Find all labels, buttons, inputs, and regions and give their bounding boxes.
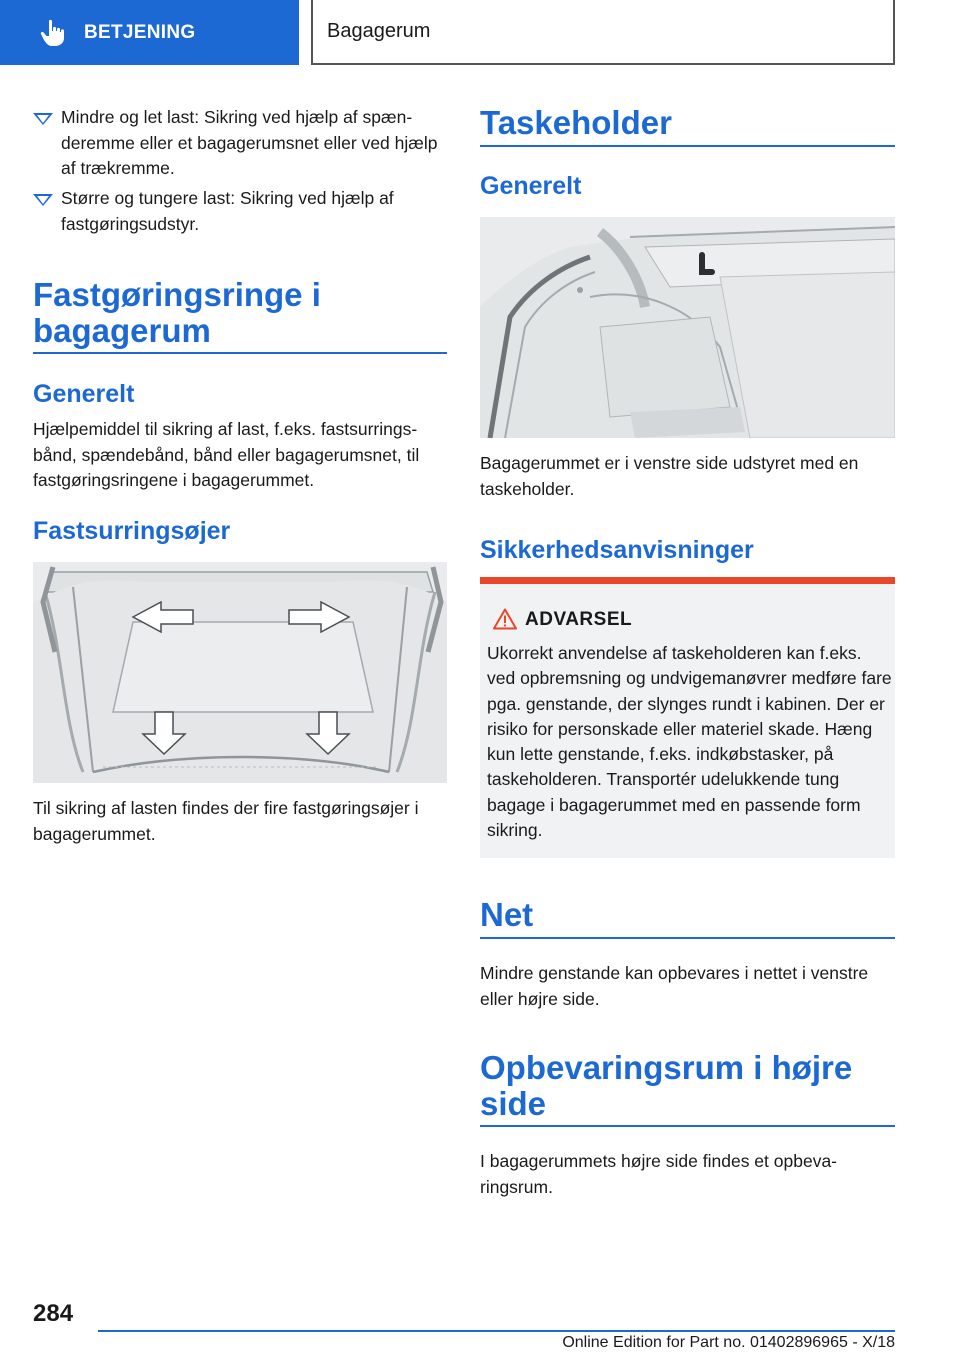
heading-rule [33,352,447,354]
heading-net: Net [480,896,534,933]
subheading-eyes: Fastsurringsøjer [33,517,231,545]
heading-bag-holder: Taskeholder [480,104,672,141]
bullet-item [33,186,447,237]
warning-title: ADVARSEL [525,609,633,630]
subheading-general-right: Generelt [480,172,582,200]
storage-text: I bagagerummets højre side findes et opbevaringsrum. [480,1151,837,1197]
bag-holder-illustration [480,217,895,438]
chapter-tab[interactable] [0,0,299,65]
heading-rule [480,145,895,147]
bag-holder-text: Bagagerummet er i venstre side udstyret med en taskeholder. [480,453,859,499]
triangle-bullet-icon [33,113,53,125]
bullet-item [33,105,447,182]
warning-text: Ukorrekt anvendelse af taskeholderen kan f.eks. ved opbremsning og undvigemanøvrer medføre fare pga. genstande, der slynges rundt i kabinen. Der er risiko for personskade eller materiel skade. Hæng kun lette genstande, f.eks. indkøbstasker, på taskeholderen. Transportér udelukkende tung bagage i bagagerummet med en passende form sikring. [487,643,892,841]
warning-triangle-icon [493,608,517,630]
chapter-tab-label: BETJENING [84,21,196,43]
heading-storage: Opbevaringsrum i højre side [480,1049,853,1122]
net-text: Mindre genstande kan opbevares i nettet i venstre eller højre side. [480,963,869,1009]
heading-rule [480,1125,895,1127]
bullet-text: Mindre og let last: Sikring ved hjælp af spænderemme eller et bagagerumsnet eller ved hjælp af trækremme. [61,107,438,178]
section-title: Bagagerum [327,20,431,42]
warning-box [480,577,895,858]
subheading-general-left: Generelt [33,380,135,408]
general-text-left: Hjælpemiddel til sikring af last, f.eks. fastsurringsbånd, spændebånd, bånd eller bagagerumsnet, til fastgøringsringene i bagagerummet. [33,419,420,490]
section-header [311,0,895,65]
footer-rule [98,1330,895,1332]
triangle-bullet-icon [33,194,53,206]
page-number: 284 [33,1300,74,1327]
hand-pointer-icon [40,19,66,47]
footer-edition: Online Edition for Part no. 01402896965 - X/18 [562,1334,895,1351]
bullet-text: Større og tungere last: Sikring ved hjælp af fastgøringsudstyr. [61,188,394,234]
heading-rings: Fastgøringsringe i bagagerum [33,276,321,349]
eyes-text: Til sikring af lasten findes der fire fastgøringsøjer i bagagerummet. [33,798,419,844]
subheading-safety: Sikkerhedsanvisninger [480,536,754,564]
trunk-eyes-illustration [33,562,447,783]
heading-rule [480,937,895,939]
